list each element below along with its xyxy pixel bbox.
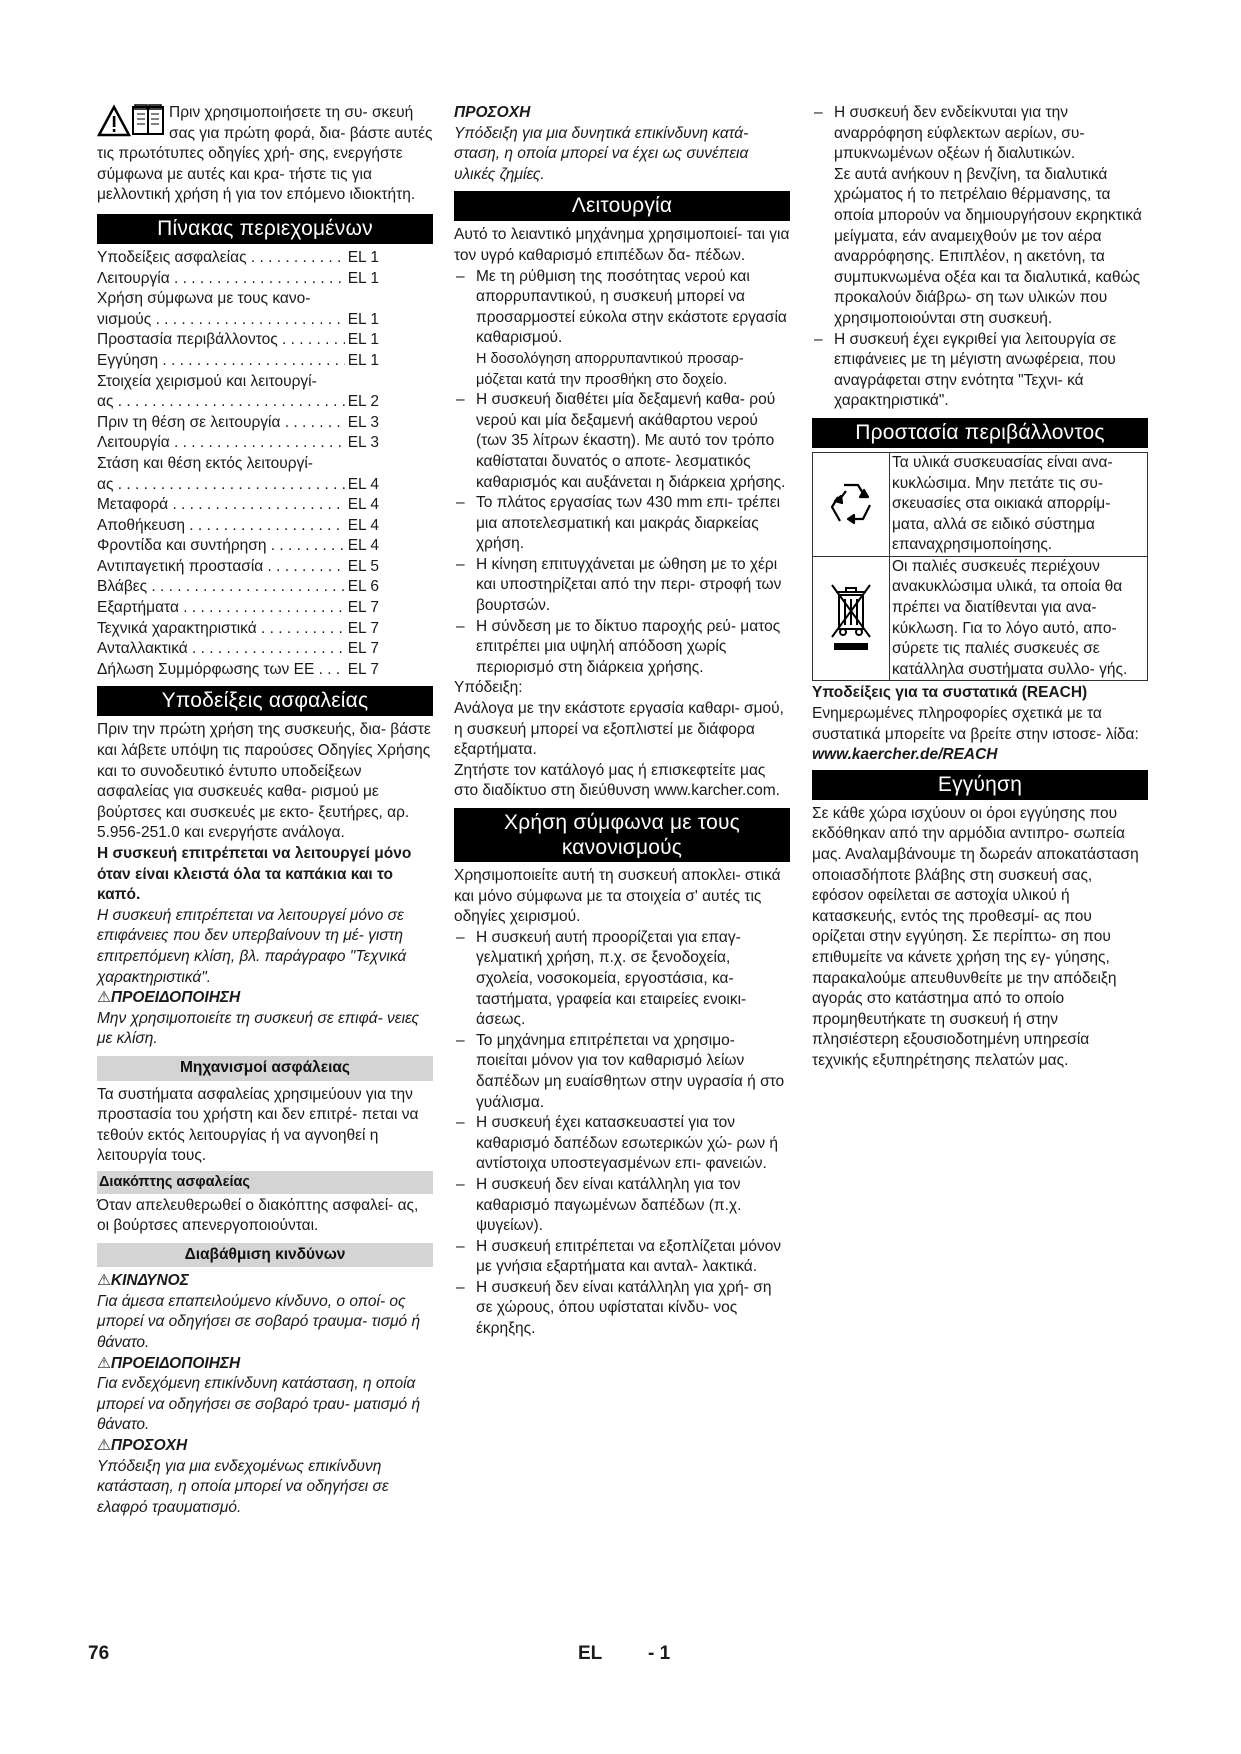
column-3: [812, 103, 1148, 1072]
reach-link[interactable]: www.kaercher.de/REACH: [812, 746, 998, 764]
toc-row: [97, 598, 379, 619]
warning-manual-icons: [97, 103, 165, 137]
list-item: – Η συσκευή δεν ενδείκνυται για την αναρρόφηση εύφλεκτων αερίων, συ- μπυκνωμένων οξέων ή διαλυτικών. Σε αυτά ανήκουν η βενζίνη, τα διαλυτικά χρώματος ή το πετρέλαιο θέρμανσης, τα οποία μπορούν να δημιουργήσουν εκρηκτικά μείγματα, εάν αναμειχθούν με τον αέρα αναρρόφησης. Επιπλέον, η ακετόνη, τα συμπυκνωμένα οξέα και τα διαλυτικά, καθώς προκαλούν διάβρω- ση των υλικών που χρησιμοποιούνται στη συσκευή.: [812, 103, 1148, 330]
toc-title: Πίνακας περιεχομένων: [97, 214, 433, 244]
column-1: [97, 103, 433, 1518]
toc-entry-name: Υποδείξεις ασφαλείας . . .: [97, 248, 345, 269]
toc-entry-page: EL 2: [347, 393, 379, 411]
toc-entry-page: EL 5: [347, 557, 379, 575]
toc-entry-page: EL 7: [347, 619, 379, 637]
warning-icon: ⚠: [97, 989, 111, 1007]
page-number: 76: [88, 1643, 110, 1664]
toc-row: [97, 248, 379, 269]
toc-entry-page: EL 1: [347, 248, 379, 266]
toc-row: [97, 639, 379, 660]
toc-entry-name: Δήλωση Συμμόρφωσης των ΕΕ . . .: [97, 660, 345, 681]
reach-text: Ενημερωμένες πληροφορίες σχετικά με τα συστατικά μπορείτε να βρείτε στην ιστοσε- λίδα:: [812, 705, 1139, 743]
toc-entry-name: Μεταφορά . . .: [97, 495, 345, 516]
warning-text-1: Μην χρησιμοποιείτε τη συσκευή σε επιφά- νειες με κλίση.: [97, 1009, 419, 1048]
toc-row: [97, 577, 379, 598]
list-item: – Με τη ρύθμιση της ποσότητας νερού και απορρυπαντικού, η συσκευή μπορεί να προσαρμοστεί εύκολα στην εκάστοτε εργασία καθαρισμού. Η δοσολόγηση απορρυπαντικού προσαρ- μόζεται κατά την προσθήκη στο δοχείο.: [454, 267, 790, 391]
toc-entry-page: EL 3: [347, 434, 379, 452]
caution-text: Υπόδειξη για μια ενδεχομένως επικίνδυνη κατάσταση, η οποία μπορεί να οδηγήσει σε ελαφρό τραυματισμό.: [97, 1457, 389, 1516]
warning-icon: ⚠: [97, 1354, 111, 1372]
toc-entry-page: EL 4: [347, 537, 379, 555]
toc-entry-name: Φροντίδα και συντήρηση . . .: [97, 536, 345, 557]
function-intro: Αυτό το λειαντικό μηχάνημα χρησιμοποιεί- ται για τον υγρό καθαρισμό επιπέδων δα- πέδων.: [454, 226, 790, 264]
caution-label: ⚠ΠΡΟΣΟΧΗ: [97, 1437, 188, 1455]
toc-entry-name: Στάση και θέση εκτός λειτουργί-: [97, 454, 313, 472]
toc-entry-page: EL 1: [347, 331, 379, 349]
toc-row: [97, 454, 379, 475]
toc-entry-name: Εξαρτήματα . . .: [97, 598, 345, 619]
toc-entry-page: [376, 289, 379, 310]
toc-row: [97, 372, 379, 393]
reach-title: Υποδείξεις για τα συστατικά (REACH): [812, 684, 1088, 702]
detergent-note: Η δοσολόγηση απορρυπαντικού προσαρ- μόζεται κατά την προσθήκη στο δοχείο.: [476, 350, 744, 388]
restrictions-list: [812, 103, 1148, 412]
warning-text-2: Για ενδεχόμενη επικίνδυνη κατάσταση, η οποία μπορεί να οδηγήσει σε σοβαρό τραυ- ματισμό ή θάνατο.: [97, 1375, 421, 1434]
toc-entry-name: Στοιχεία χειρισμού και λειτουργί-: [97, 372, 317, 390]
toc-entry-page: EL 3: [347, 413, 379, 431]
toc-row: [97, 310, 379, 331]
toc-entry-name: ας . . .: [97, 392, 345, 413]
toc-entry-name: Λειτουργία . . .: [97, 433, 345, 454]
toc-row: [97, 516, 379, 537]
language-code: EL: [578, 1643, 603, 1664]
toc-row: [97, 660, 379, 681]
toc-row: [97, 557, 379, 578]
toc-entry-name: Πριν τη θέση σε λειτουργία . . .: [97, 413, 345, 434]
safety-title: Υποδείξεις ασφαλείας: [97, 686, 433, 716]
list-item: – Η κίνηση επιτυγχάνεται με ώθηση με το χέρι και υποστηρίζεται από την περι- στροφή των βουρτσών.: [454, 555, 790, 617]
toc-entry-name: Χρήση σύμφωνα με τους κανο-: [97, 290, 311, 308]
list-item: – Η συσκευή αυτή προορίζεται για επαγ- γελματική χρήση, π.χ. σε ξενοδοχεία, σχολεία, νοσοκομεία, εργοστάσια, κα- ταστήματα, γραφεία και εταιρείες ενοικι- άσεως.: [454, 928, 790, 1031]
warning-icon: [99, 107, 129, 135]
toc-row: [97, 495, 379, 516]
toc-entry-page: EL 1: [347, 269, 379, 287]
caution-text: Υπόδειξη για μια δυνητικά επικίνδυνη κατά- σταση, η οποία μπορεί να έχει ως συνέπεια υλικές ζημίες.: [454, 124, 749, 183]
note-label: Υπόδειξη:: [454, 679, 523, 697]
crossed-bin-icon: [813, 557, 890, 681]
toc-entry-name: Βλάβες . . .: [97, 577, 345, 598]
safety-paragraph: Πριν την πρώτη χρήση της συσκευής, δια- βάστε και λάβετε υπόψη τις παρούσες Οδηγίες Χρήσης και το συνοδευτικό έντυπο υποδείξεων ασφαλείας για συσκευές καθα- ρισμού με βούρτσες και συσκευές με εκτο- ξευτήρες, αρ. 5.956-251.0 και ενεργήστε ανάλογα.: [97, 721, 431, 842]
toc-entry-name: Λειτουργία . . .: [97, 269, 345, 290]
list-item: – Η συσκευή διαθέτει μία δεξαμενή καθα- ρού νερού και μία δεξαμενή ακάθαρτου νερού (των 35 λίτρων έκαστη). Με αυτό τον τρόπο καθίσταται δυνατός ο αποτε- λεσματικός καθαρισμός και αυξάνεται η διάρκεια χρήσης.: [454, 390, 790, 493]
recycle-row: [813, 453, 1147, 556]
toc-entry-page: EL 1: [347, 310, 379, 328]
intended-use-intro: Χρησιμοποιείτε αυτή τη συσκευή αποκλει- στικά και μόνο σύμφωνα με τα στοιχεία σ' αυτές τις οδηγίες χειρισμού.: [454, 867, 781, 926]
toc-row: [97, 392, 379, 413]
environment-title: Προστασία περιβάλλοντος: [812, 418, 1148, 448]
warning-icon: ⚠: [97, 1437, 111, 1455]
list-item: – Η σύνδεση με το δίκτυο παροχής ρεύ- ματος επιτρέπει μια υψηλή απόδοση χωρίς περιορισμό στη διάρκεια χρήσης.: [454, 617, 790, 679]
list-item: – Η συσκευή έχει κατασκευαστεί για τον καθαρισμό δαπέδων εσωτερικών χώ- ρων ή αντίστοιχα υποστεγασμένων επι- φανειών.: [454, 1113, 790, 1175]
toc-entry-page: EL 6: [347, 578, 379, 596]
toc-entry-name: νισμούς . . .: [97, 310, 345, 331]
toc-entry-name: Ανταλλακτικά . . .: [97, 639, 345, 660]
recycle-icon: [813, 453, 890, 556]
toc-entry-page: [376, 372, 379, 393]
restriction-detail: Σε αυτά ανήκουν η βενζίνη, τα διαλυτικά χρώματος ή το πετρέλαιο θέρμανσης, τα οποία μπορούν να δημιουργήσουν εκρηκτικά μείγματα, εάν αναμειχθούν με τον αέρα αναρρόφησης. Επιπλέον, η ακετόνη, τα συμπυκνωμένα οξέα και τα διαλυτικά, καθώς προκαλούν διάβρω- ση των υλικών που χρησιμοποιούνται στη συσκευή.: [834, 165, 1142, 327]
toc-entry-page: EL 7: [347, 599, 379, 617]
weee-text: Οι παλιές συσκευές περιέχουν ανακυκλώσιμα υλικά, τα οποία θα πρέπει να διατίθενται για ανα- κύκλωση. Για το λόγο αυτό, απο- σύρετε τις παλιές συσκευές σε κατάλληλα συστήματα συλλο- γής.: [892, 557, 1128, 678]
list-item: – Το μηχάνημα επιτρέπεται να χρησιμο- ποιείται μόνον για τον καθαρισμό λείων δαπέδων μη ευαίσθητων στην υγρασία ή στο γυάλισμα.: [454, 1031, 790, 1113]
warranty-text: Σε κάθε χώρα ισχύουν οι όροι εγγύησης που εκδόθηκαν από την αρμόδια αντιπρο- σωπεία μας. Αναλαμβάνουμε τη δωρεάν αποκατάσταση οποιασδήποτε βλάβης στη συσκευή σας, εφόσον οφείλεται σε αστοχία υλικού ή κατασκευής, εντός της προθεσμί- ας που ορίζεται στην εγγύηση. Σε περίπτω- ση που επιθυμείτε να κάνετε χρήση της εγ- γύησης, παρακαλούμε απευθυνθείτε με την απόδειξη αγοράς στο κατάστημα από το οποίο προμηθευτήκατε τη συσκευή ή στην πλησιέστερη εξουσιοδοτημένη υπηρεσία τεχνικής εξυπηρέτησης πελατών μας.: [812, 804, 1139, 1069]
toc-entry-name: ας . . .: [97, 475, 345, 496]
catalog-text: Ζητήστε τον κατάλογό μας ή επισκεφτείτε μας στο διαδίκτυο στη διεύθυνση www.karcher.com.: [454, 761, 780, 800]
toc-row: [97, 289, 379, 310]
toc-entry-page: EL 7: [347, 640, 379, 658]
toc-row: [97, 433, 379, 454]
toc-row: [97, 330, 379, 351]
toc-row: [97, 269, 379, 290]
warning-label-1: ⚠ΠΡΟΕΙΔΟΠΟΙΗΣΗ: [97, 989, 241, 1007]
toc-entry-page: EL 7: [347, 660, 379, 678]
list-item: – Η συσκευή έχει εγκριθεί για λειτουργία σε επιφάνειες με τη μέγιστη ανωφέρεια, που αναγράφεται στην ενότητα "Τεχνι- κά χαρακτηριστικά".: [812, 330, 1148, 412]
toc-entry-page: EL 4: [347, 496, 379, 514]
toc-row: [97, 475, 379, 496]
toc-entry-page: EL 4: [347, 516, 379, 534]
list-item: – Η συσκευή δεν είναι κατάλληλη για τον καθαρισμό παγωμένων δαπέδων (π.χ. ψυγείων).: [454, 1175, 790, 1237]
warranty-title: Εγγύηση: [812, 770, 1148, 800]
toc-row: [97, 351, 379, 372]
function-title: Λειτουργία: [454, 191, 790, 221]
intended-use-title: Χρήση σύμφωνα με τους κανονισμούς: [454, 808, 790, 862]
warning-label-2: ⚠ΠΡΟΕΙΔΟΠΟΙΗΣΗ: [97, 1354, 241, 1372]
list-item: – Η συσκευή επιτρέπεται να εξοπλίζεται μόνον με γνήσια εξαρτήματα και ανταλ- λακτικά.: [454, 1237, 790, 1278]
toc-entry-name: Εγγύηση . . .: [97, 351, 345, 372]
list-item: – Το πλάτος εργασίας των 430 mm επι- τρέπει μια αποτελεσματική και μακράς διαρκείας χρήση.: [454, 493, 790, 555]
safety-switch-text: Όταν απελευθερωθεί ο διακόπτης ασφαλεί- ας, οι βούρτσες απενεργοποιούνται.: [97, 1196, 419, 1235]
safety-devices-text: Τα συστήματα ασφαλείας χρησιμεύουν για την προστασία του χρήστη και δεν επιτρέ- πεται να τεθούν εκτός λειτουργίας ή να αγνοηθεί η λειτουργία τους.: [97, 1085, 419, 1165]
table-of-contents: [97, 248, 379, 680]
recycle-text: Τα υλικά συσκευασίας είναι ανα- κυκλώσιμα. Μην πετάτε τις συ- σκευασίες στα οικιακά απορρίμ- ματα, αλλά σε ειδικό σύστημα επαναχρησιμοποίησης.: [892, 453, 1113, 554]
intro-text: Πριν χρησιμοποιήσετε τη συ- σκευή σας για πρώτη φορά, δια- βάστε αυτές τις πρωτότυπες οδηγίες χρή- σης, ενεργήστε σύμφωνα με αυτές και κρα- τήστε τις για μελλοντική χρήση ή για τον επόμενο ιδιοκτήτη.: [97, 104, 433, 204]
toc-row: [97, 619, 379, 640]
danger-label: ⚠ΚΙΝΔΥΝΟΣ: [97, 1272, 189, 1290]
environment-box: [812, 452, 1148, 682]
section-page: - 1: [648, 1643, 671, 1664]
safety-slope-note: Η συσκευή επιτρέπεται να λειτουργεί μόνο σε επιφάνειες που δεν υπερβαίνουν τη μέ- γιστη επιτρεπόμενη κλίση, βλ. παράγραφο "Τεχνικά χαρακτηριστικά".: [97, 906, 407, 986]
hazard-levels-title: Διαβάθμιση κινδύνων: [97, 1243, 433, 1268]
toc-entry-page: [376, 454, 379, 475]
toc-entry-name: Προστασία περιβάλλοντος . . .: [97, 330, 345, 351]
toc-row: [97, 536, 379, 557]
toc-entry-page: EL 4: [347, 475, 379, 493]
toc-entry-name: Τεχνικά χαρακτηριστικά . . .: [97, 619, 345, 640]
intended-use-list: [454, 928, 790, 1340]
safety-bold-note: Η συσκευή επιτρέπεται να λειτουργεί μόνο όταν είναι κλειστά όλα τα καπάκια και το καπό.: [97, 845, 412, 904]
note-text: Ανάλογα με την εκάστοτε εργασία καθαρι- σμού, η συσκευή μπορεί να εξοπλιστεί με διάφορα εξαρτήματα.: [454, 700, 784, 759]
warning-icon: ⚠: [97, 1272, 111, 1290]
safety-devices-title: Μηχανισμοί ασφάλειας: [97, 1056, 433, 1081]
column-2: [454, 103, 790, 1340]
toc-entry-page: EL 1: [347, 351, 379, 369]
toc-entry-name: Αποθήκευση . . .: [97, 516, 345, 537]
toc-entry-name: Αντιπαγετική προστασία . . .: [97, 557, 345, 578]
caution-label: ΠΡΟΣΟΧΗ: [454, 104, 531, 121]
function-list: [454, 267, 790, 679]
toc-row: [97, 413, 379, 434]
manual-icon: [133, 105, 163, 134]
danger-text: Για άμεσα επαπειλούμενο κίνδυνο, ο οποί- ος μπορεί να οδηγήσει σε σοβαρό τραυμα- τισμό ή θάνατο.: [97, 1292, 421, 1352]
safety-switch-title: Διακόπτης ασφαλείας: [97, 1171, 433, 1194]
intro: [97, 103, 433, 206]
list-item: – Η συσκευή δεν είναι κατάλληλη για χρή- ση σε χώρους, όπου υφίσταται κίνδυ- νος έκρηξης.: [454, 1278, 790, 1340]
weee-row: [813, 556, 1147, 681]
